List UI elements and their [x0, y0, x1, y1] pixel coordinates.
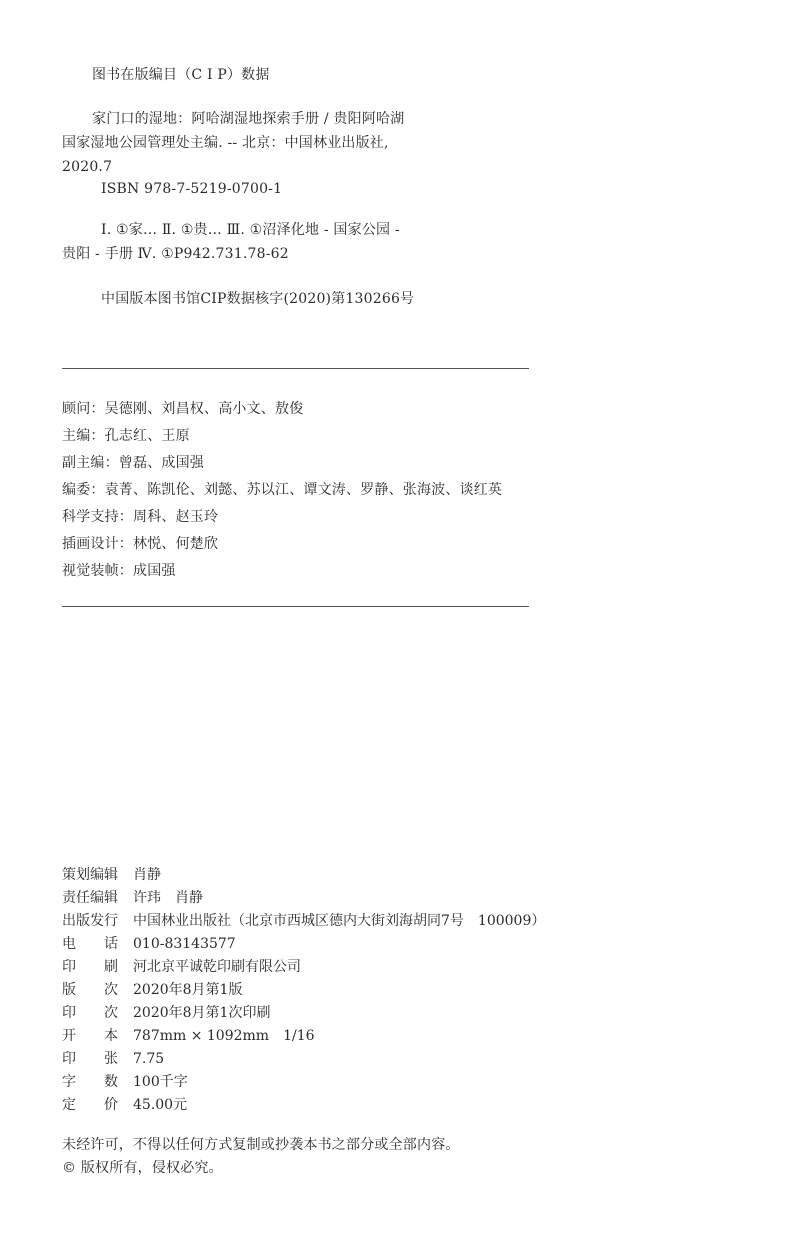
imprint-value: 许玮 肖静: [133, 890, 203, 906]
imprint-label: 版 次: [62, 982, 118, 998]
subject-line-1: Ⅰ. ①家… Ⅱ. ①贵… Ⅲ. ①沼泽化地 - 国家公园 -: [101, 222, 400, 238]
cip-number: 中国版本图书馆CIP数据核字(2020)第130266号: [101, 291, 415, 307]
cip-record-line-3: 2020.7: [62, 159, 113, 175]
cip-heading: 图书在版编目（C I P）数据: [92, 67, 270, 83]
credit-advisors: 顾问：吴德刚、刘昌权、高小文、敖俊: [62, 401, 304, 417]
isbn: ISBN 978-7-5219-0700-1: [101, 181, 283, 197]
imprint-value: 2020年8月第1版: [133, 982, 243, 998]
subject-line-2: 贵阳 - 手册 Ⅳ. ①P942.731.78-62: [62, 246, 289, 262]
imprint-label: 印 刷: [62, 959, 118, 975]
credit-scientific-support: 科学支持：周科、赵玉玲: [62, 509, 219, 525]
imprint-label: 印 次: [62, 1005, 118, 1021]
divider-bottom: [62, 606, 529, 607]
imprint-value: 100千字: [133, 1074, 188, 1090]
divider-top: [62, 368, 529, 369]
imprint-value: 010-83143577: [133, 936, 236, 952]
credit-editorial-board: 编委：袁菁、陈凯伦、刘懿、苏以江、谭文涛、罗静、张海波、谈红英: [62, 482, 503, 498]
imprint-label: 定 价: [62, 1097, 118, 1113]
imprint-value: 787mm × 1092mm 1/16: [133, 1028, 315, 1044]
credit-deputy-editors: 副主编：曾磊、成国强: [62, 455, 204, 471]
imprint-value: 中国林业出版社（北京市西城区德内大街刘海胡同7号 100009）: [133, 913, 546, 929]
imprint-label: 电 话: [62, 936, 118, 952]
credit-editors-in-chief: 主编：孔志红、王原: [62, 428, 190, 444]
imprint-label: 印 张: [62, 1051, 118, 1067]
imprint-value: 2020年8月第1次印刷: [133, 1005, 271, 1021]
cip-record-line-1: 家门口的湿地：阿哈湖湿地探索手册 / 贵阳阿哈湖: [92, 111, 405, 127]
credit-illustration: 插画设计：林悦、何楚欣: [62, 536, 219, 552]
imprint-value: 7.75: [133, 1051, 165, 1067]
credit-visual-design: 视觉装帧：成国强: [62, 563, 176, 579]
imprint-label: 策划编辑: [62, 867, 118, 883]
imprint-value: 河北京平诚乾印刷有限公司: [133, 959, 301, 975]
copyright-notice: 未经许可，不得以任何方式复制或抄袭本书之部分或全部内容。: [62, 1137, 460, 1153]
imprint-label: 责任编辑: [62, 890, 118, 906]
cip-record-line-2: 国家湿地公园管理处主编. -- 北京：中国林业出版社,: [62, 135, 389, 151]
imprint-label: 开 本: [62, 1028, 118, 1044]
imprint-label: 字 数: [62, 1074, 118, 1090]
imprint-value: 肖静: [133, 867, 161, 883]
imprint-value: 45.00元: [133, 1097, 188, 1113]
rights-reserved: © 版权所有，侵权必究。: [62, 1160, 223, 1176]
imprint-label: 出版发行: [62, 913, 118, 929]
